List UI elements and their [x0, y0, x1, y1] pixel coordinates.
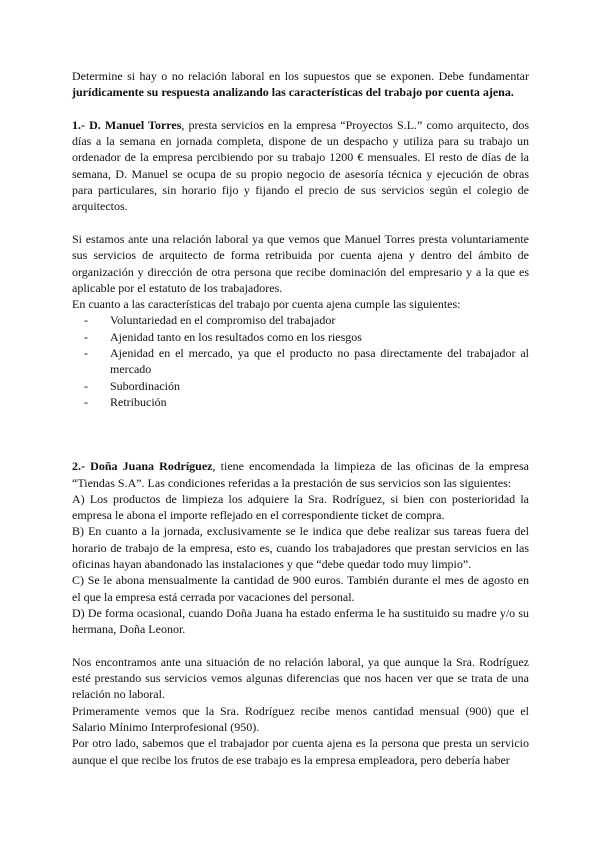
list-item: - Voluntariedad en el compromiso del trabajador	[84, 312, 529, 328]
answer1-paragraph: Si estamos ante una relación laboral ya que vemos que Manuel Torres presta voluntariamente sus servicios de arquitecto de forma retribuida por cuenta ajena y dentro del ámbito de organización y dirección de otra persona que recibe dominación del empresario y a la que es aplicable por el estatuto de los trabajadores.	[72, 231, 529, 295]
case2-statement: , tiene encomendada la limpieza de las oficinas de la empresa “Tiendas S.A”. Las condiciones referidas a la prestación de sus servicios son las siguientes:	[72, 459, 529, 490]
case1-statement: , presta servicios en la empresa “Proyectos S.L.” como arquitecto, dos días a la semana en jornada completa, dispone de un despacho y utiliza para su trabajo un ordenador de la empresa percibiendo por su trabajo 1200 € mensuales. El resto de días de la semana, D. Manuel se ocupa de su propio negocio de asesoría técnica y ejecución de obras para particulares, sin horario fijo y fijando el precio de sus servicios según el colegio de arquitectos.	[72, 117, 529, 214]
case1-paragraph	[72, 117, 529, 215]
spacer	[72, 638, 529, 654]
case2-condition-c: C) Se le abona mensualmente la cantidad de 900 euros. También durante el mes de agosto en el que la empresa está cerrada por vacaciones del personal.	[72, 573, 529, 604]
spacer	[72, 410, 529, 458]
answer2-paragraph-3: Por otro lado, sabemos que el trabajador por cuenta ajena es la persona que presta un servicio aunque el que recibe los frutos de ese trabajo es la empresa empleadora, pero debería haber	[72, 736, 529, 767]
intro-bold-line: jurídicamente su respuesta analizando las características del trabajo por cuenta ajena.	[72, 85, 514, 100]
spacer	[72, 215, 529, 231]
case2-paragraph	[72, 458, 529, 491]
list-item: - Ajenidad en el mercado, ya que el producto no pasa directamente del trabajador al mercado	[84, 345, 529, 378]
document-page	[72, 68, 529, 768]
list-item: - Ajenidad tanto en los resultados como en los riesgos	[84, 329, 529, 345]
case1-heading: 1.- D. Manuel Torres	[72, 117, 182, 132]
answer2-paragraph-1: Nos encontramos ante una situación de no relación laboral, ya que aunque la Sra. Rodríguez esté prestando sus servicios vemos algunas diferencias que nos hacen ver que se trata de una relación no laboral.	[72, 654, 529, 702]
intro-paragraph	[72, 68, 529, 101]
answer1-list-intro: En cuanto a las características del trabajo por cuenta ajena cumple las siguientes:	[72, 297, 461, 312]
case2-condition-d: D) De forma ocasional, cuando Doña Juana ha estado enferma le ha sustituido su madre y/o su hermana, Doña Leonor.	[72, 605, 529, 637]
case2-condition-a: A) Los productos de limpieza los adquiere la Sra. Rodríguez, si bien con posterioridad la empresa le abona el importe reflejado en el correspondiente ticket de compra.	[72, 491, 529, 523]
spacer	[72, 101, 529, 117]
list-item: - Subordinación	[84, 378, 529, 394]
case2-heading: 2.- Doña Juana Rodríguez	[72, 459, 213, 474]
answer2-paragraph-2: Primeramente vemos que la Sra. Rodríguez recibe menos cantidad mensual (900) que el Salario Mínimo Interprofesional (950).	[72, 703, 529, 734]
intro-line: Determine si hay o no relación laboral en los supuestos que se exponen. Debe fundamentar	[72, 69, 529, 83]
characteristics-list	[72, 312, 529, 410]
case2-condition-b: B) En cuanto a la jornada, exclusivamente se le indica que debe realizar sus tareas fuera del horario de trabajo de la empresa, esto es, cuando los trabajadores que prestan servicios en las oficinas hayan abandonado las instalaciones y que “debe quedar todo muy limpio”.	[72, 524, 529, 572]
list-item: - Retribución	[84, 394, 529, 410]
